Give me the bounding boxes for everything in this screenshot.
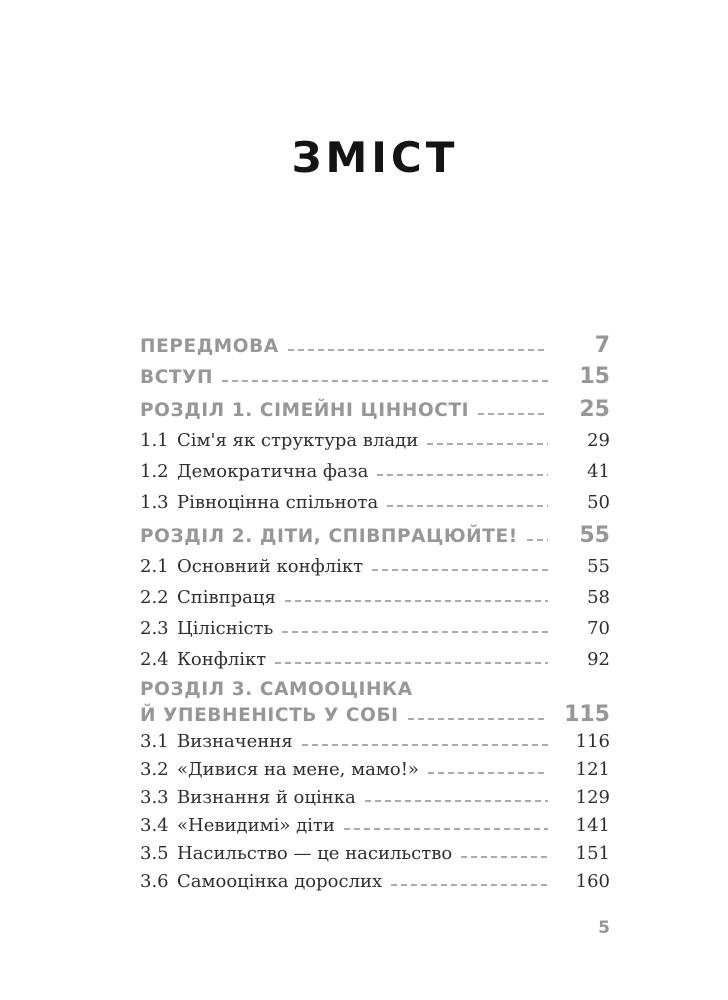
toc-entry-row	[140, 868, 610, 896]
toc-entry-row	[140, 784, 610, 812]
toc-section-2	[140, 520, 610, 675]
toc-entry-number: 3.4	[140, 815, 169, 836]
dotted-leader	[282, 631, 548, 634]
toc-entry-label: Цілісність	[177, 618, 274, 639]
dotted-leader	[302, 744, 548, 747]
toc-front-matter-row	[140, 361, 610, 392]
toc-entry-label: Визначення	[177, 731, 293, 752]
toc-entry-row	[140, 613, 610, 644]
toc-entry-page: 151	[575, 843, 610, 864]
toc-heading-page: 7	[594, 333, 610, 358]
toc-section-3	[140, 678, 610, 896]
toc-entry-label: Рівноцінна спільнота	[177, 492, 379, 513]
toc-entry-page: 141	[575, 815, 610, 836]
toc-entry-row	[140, 812, 610, 840]
toc-entry-number: 2.4	[140, 649, 169, 670]
toc-entry-number: 2.2	[140, 587, 169, 608]
toc-entry-label: Визнання й оцінка	[177, 787, 356, 808]
toc-front-matter-row	[140, 330, 610, 361]
dotted-leader	[344, 828, 548, 831]
toc-heading-page: 115	[564, 702, 610, 727]
toc-entry-number: 2.3	[140, 618, 169, 639]
toc-entry-label: «Невидимі» діти	[177, 815, 335, 836]
toc-section-heading-row	[140, 520, 610, 551]
toc-entry-page: 121	[575, 759, 610, 780]
dotted-leader	[288, 349, 548, 352]
toc-entry-row	[140, 425, 610, 456]
toc-entry-number: 3.5	[140, 843, 169, 864]
dotted-leader	[222, 380, 548, 383]
toc-entry-label: Співпраця	[177, 587, 276, 608]
toc-heading-label: Й УПЕВНЕНІСТЬ У СОБІ	[140, 705, 399, 726]
toc-entry-number: 1.2	[140, 461, 169, 482]
toc-entry-number: 1.1	[140, 430, 169, 451]
dotted-leader	[391, 884, 548, 887]
toc-section-heading-row	[140, 702, 610, 728]
toc-entry-row	[140, 551, 610, 582]
dotted-leader	[408, 718, 548, 721]
dotted-leader	[365, 800, 548, 803]
toc-entry-row	[140, 582, 610, 613]
toc-heading-page: 15	[579, 364, 610, 389]
toc-heading-page: 25	[579, 397, 610, 422]
toc-entry-label: Самооцінка дорослих	[177, 871, 383, 892]
toc-heading-label: ВСТУП	[140, 367, 214, 388]
dotted-leader	[461, 856, 548, 859]
toc-entry-label: Основний конфлікт	[177, 556, 364, 577]
toc-section-heading-row	[140, 394, 610, 425]
toc-entry-row	[140, 840, 610, 868]
toc-entry-label: Насильство — це насильство	[177, 843, 453, 864]
page-title: ЗМІСТ	[291, 133, 459, 182]
toc-entry-label: «Дивися на мене, мамо!»	[177, 759, 419, 780]
toc-entry-label: Конфлікт	[177, 649, 267, 670]
toc-section-heading-row	[140, 678, 610, 702]
dotted-leader	[372, 569, 548, 572]
toc-entry-page: 70	[587, 618, 610, 639]
toc-entry-number: 3.3	[140, 787, 169, 808]
dotted-leader	[428, 772, 548, 775]
dotted-leader	[527, 539, 548, 542]
toc-entry-label: Сім'я як структура влади	[177, 430, 419, 451]
toc-entry-label: Демократична фаза	[177, 461, 369, 482]
dotted-leader	[285, 600, 548, 603]
footer-page-number: 5	[598, 918, 610, 938]
toc-entry-row	[140, 487, 610, 518]
toc-entry-row	[140, 728, 610, 756]
toc-entry-number: 1.3	[140, 492, 169, 513]
toc-entry-page: 129	[575, 787, 610, 808]
toc-entry-row	[140, 756, 610, 784]
toc-entry-page: 29	[587, 430, 610, 451]
toc-entry-page: 116	[575, 731, 610, 752]
toc-heading-label: РОЗДІЛ 1. СІМЕЙНІ ЦІННОСТІ	[140, 400, 470, 421]
toc-entry-page: 58	[587, 587, 610, 608]
toc-entry-page: 160	[575, 871, 610, 892]
dotted-leader	[377, 474, 548, 477]
toc-entry-page: 55	[587, 556, 610, 577]
toc-entry-number: 3.1	[140, 731, 169, 752]
toc-entry-page: 41	[587, 461, 610, 482]
dotted-leader	[387, 505, 548, 508]
toc-entry-number: 2.1	[140, 556, 169, 577]
toc-entry-number: 3.2	[140, 759, 169, 780]
dotted-leader	[275, 662, 548, 665]
toc-heading-label: ПЕРЕДМОВА	[140, 336, 279, 357]
toc-heading-page: 55	[579, 523, 610, 548]
toc-heading-label: РОЗДІЛ 3. САМООЦІНКА	[140, 679, 413, 700]
toc-section-1	[140, 394, 610, 518]
dotted-leader	[427, 443, 548, 446]
toc-entry-row	[140, 644, 610, 675]
toc-entry-row	[140, 456, 610, 487]
toc-entry-page: 92	[587, 649, 610, 670]
table-of-contents	[140, 330, 610, 896]
toc-entry-number: 3.6	[140, 871, 169, 892]
toc-heading-label: РОЗДІЛ 2. ДІТИ, СПІВПРАЦЮЙТЕ!	[140, 526, 518, 547]
toc-entry-page: 50	[587, 492, 610, 513]
dotted-leader	[478, 413, 548, 416]
